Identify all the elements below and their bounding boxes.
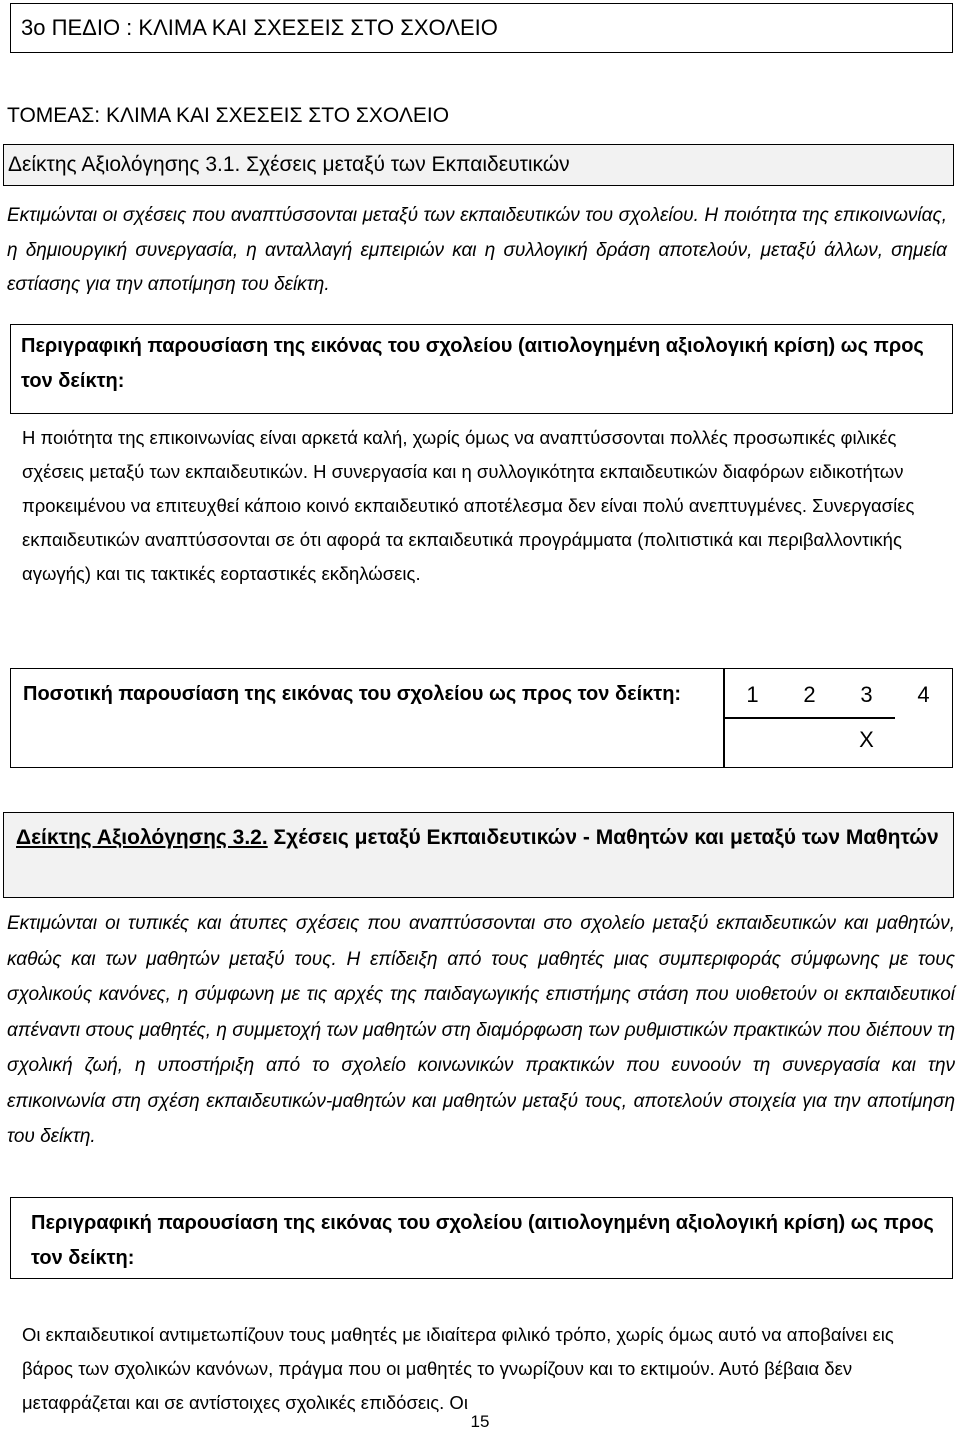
mark-cell-1 — [724, 718, 781, 762]
field-title: 3ο ΠΕΔΙΟ : ΚΛΙΜΑ ΚΑΙ ΣΧΕΣΕΙΣ ΣΤΟ ΣΧΟΛΕΙΟ — [21, 15, 498, 40]
indicator-2-heading-title: Σχέσεις μεταξύ Εκπαιδευτικών - Μαθητών και μεταξύ των Μαθητών — [267, 826, 939, 849]
scale-value-1: 1 — [746, 682, 759, 707]
mark-cell-2 — [781, 718, 838, 762]
indicator-1-heading: Δείκτης Αξιολόγησης 3.1. Σχέσεις μεταξύ των Εκπαιδευτικών — [8, 153, 570, 176]
indicator-2-description: Εκτιμώνται οι τυπικές και άτυπες σχέσεις που αναπτύσσονται στο σχολείο μεταξύ εκπαιδευτικών και μαθητών, καθώς και των μαθητών μεταξύ τους. Η επίδειξη από τους μαθητές μιας συμπεριφοράς σύμφωνης με τους σχολικούς κανόνες, η σύμφωνη με τις αρχές της παιδαγωγικής επιστήμης στάση που υιοθετούν οι εκπαιδευτικοί απέναντι στους μαθητές, η συμμετοχή των μαθητών στη διαμόρφωση των ρυθμιστικών πρακτικών που διέπουν τη σχολική ζωή, η υποστήριξη από το σχολείο κοινωνικών πρακτικών που ευνοούν τη συνεργασία και την επικοινωνία στη σχέση εκπαιδευτικών-μαθητών και μαθητών μεταξύ τους, αποτελούν στοιχεία για την αποτίμηση του δείκτη. — [7, 913, 955, 1147]
field-title-box — [10, 3, 953, 53]
indicator-1-qualitative-heading: Περιγραφική παρουσίαση της εικόνας του σχολείου (αιτιολογημένη αξιολογική κρίση) ως προς τον δείκτη: — [21, 335, 924, 392]
indicator-2-qualitative-text: Οι εκπαιδευτικοί αντιμετωπίζουν τους μαθητές με ιδιαίτερα φιλικό τρόπο, χωρίς όμως αυτό να αποβαίνει εις βάρος των σχολικών κανόνων, πράγμα που οι μαθητές το γνωρίζουν και το εκτιμούν. Αυτό βέβαια δεν μεταφράζεται και σε αντίστοιχες σχολικές επιδόσεις. Οι — [22, 1324, 894, 1413]
selected-mark: X — [859, 727, 874, 752]
indicator-1-qualitative-text: Η ποιότητα της επικοινωνίας είναι αρκετά καλή, χωρίς όμως να αναπτύσσονται πολλές προσωπικές φιλικές σχέσεις μεταξύ των εκπαιδευτικών. Η συνεργασία και η συλλογικότητα εκπαιδευτικών διαφόρων ειδικοτήτων προκειμένου να επιτευχθεί κάποιο κοινό εκπαιδευτικό αποτέλεσμα δεν είναι πολύ ανεπτυγμένες. Συνεργασίες εκπαιδευτικών αναπτύσσονται σε ότι αφορά τα εκπαιδευτικά προγράμματα (πολιτιστικά και περιβαλλοντικής αγωγής) και τις τακτικές εορταστικές εκδηλώσεις. — [22, 427, 915, 584]
rating-scale — [724, 673, 952, 717]
indicator-1-qualitative-box — [10, 324, 953, 414]
indicator-2-qualitative-heading: Περιγραφική παρουσίαση της εικόνας του σχολείου (αιτιολογημένη αξιολογική κρίση) ως προς τον δείκτη: — [31, 1212, 934, 1269]
mark-cell-4 — [895, 718, 952, 762]
scale-value-3: 3 — [860, 682, 873, 707]
sector-heading: ΤΟΜΕΑΣ: ΚΛΙΜΑ ΚΑΙ ΣΧΕΣΕΙΣ ΣΤΟ ΣΧΟΛΕΙΟ — [7, 104, 450, 127]
indicator-1-heading-box — [3, 144, 954, 186]
indicator-2-heading-box — [3, 812, 954, 898]
indicator-1-quantitative-box — [10, 668, 953, 768]
scale-value-4: 4 — [917, 682, 930, 707]
indicator-2-heading-number: Δείκτης Αξιολόγησης 3.2. — [16, 826, 268, 849]
indicator-1-quantitative-heading: Ποσοτική παρουσίαση της εικόνας του σχολείου ως προς τον δείκτη: — [23, 683, 682, 705]
rating-marks — [724, 718, 952, 762]
scale-value-2: 2 — [803, 682, 816, 707]
page-number: 15 — [470, 1412, 490, 1431]
indicator-2-qualitative-box — [10, 1197, 953, 1279]
indicator-1-description: Εκτιμώνται οι σχέσεις που αναπτύσσονται μεταξύ των εκπαιδευτικών του σχολείου. Η ποιότητα της επικοινωνίας, η δημιουργική συνεργασία, η ανταλλαγή εμπειριών και η συλλογική δράση αποτελούν, μεταξύ άλλων, σημεία εστίασης για την αποτίμηση του δείκτη. — [7, 205, 947, 295]
